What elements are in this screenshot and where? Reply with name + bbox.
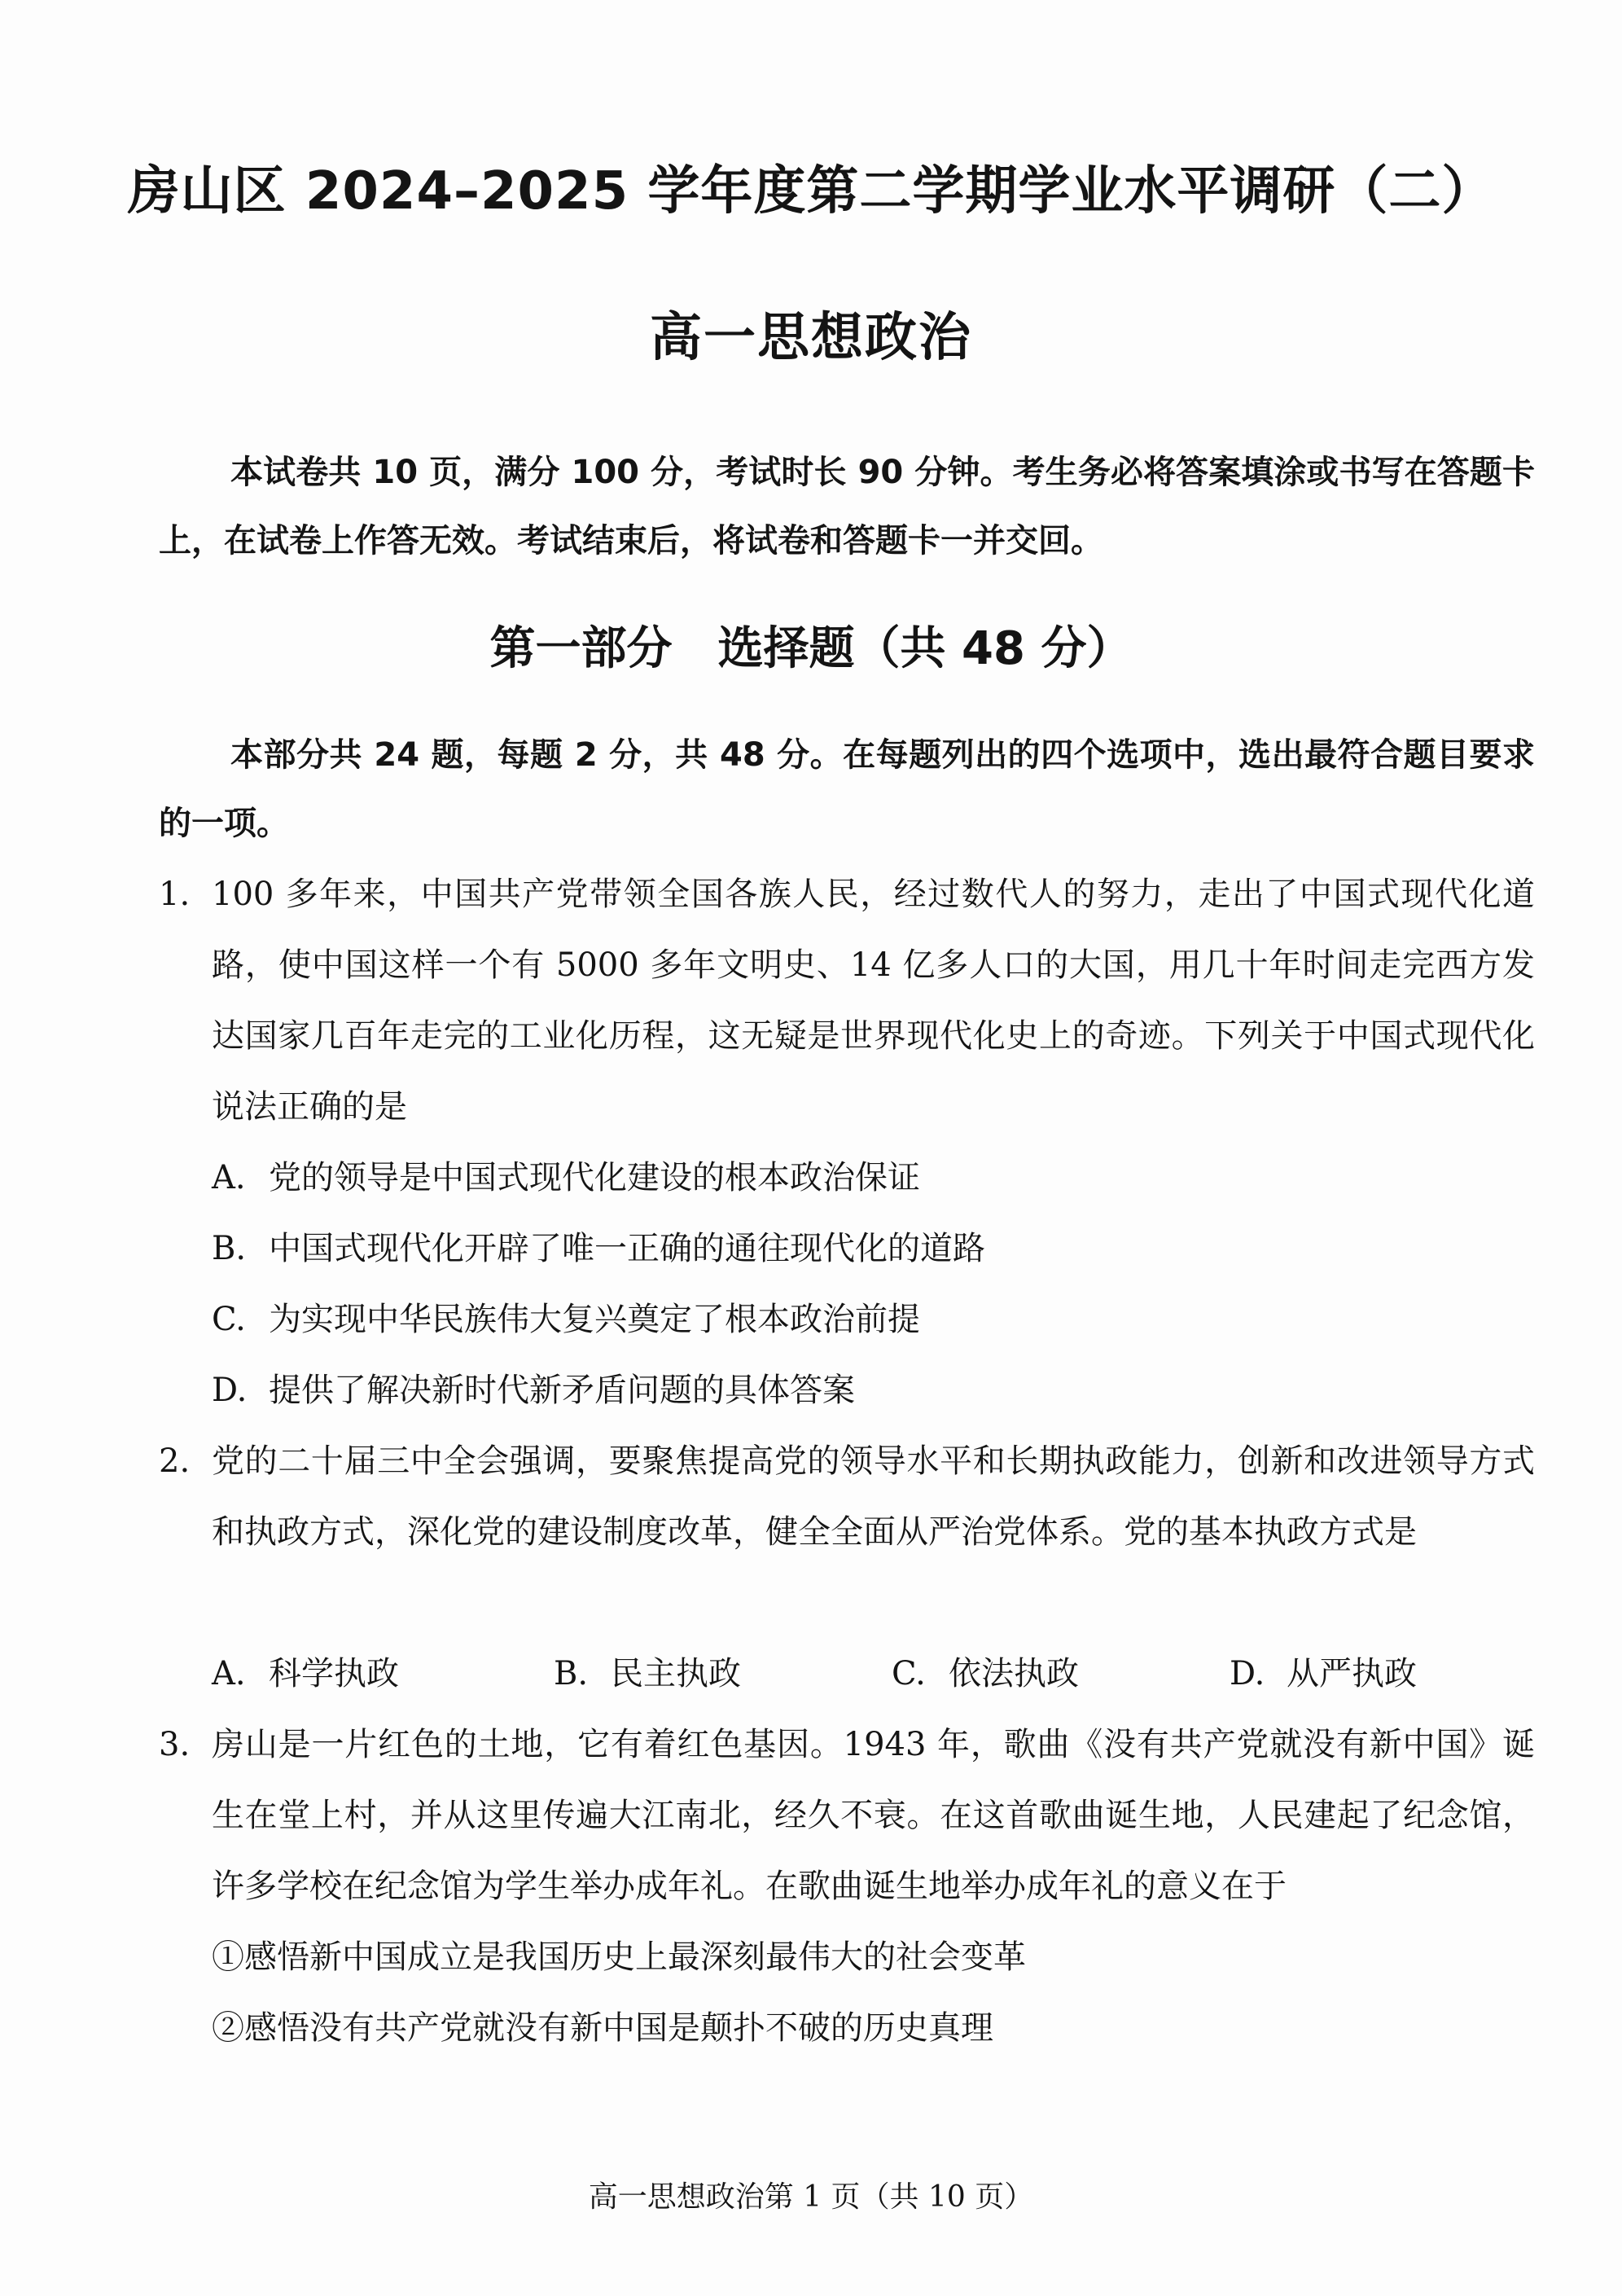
option-text: 从严执政 (1287, 1655, 1417, 1692)
option-text: 民主执政 (611, 1655, 741, 1692)
option-letter: B. (212, 1230, 247, 1267)
question-3 (159, 1710, 1535, 1922)
question-stem: 100 多年来，中国共产党带领全国各族人民，经过数代人的努力，走出了中国式现代化道路，使中国这样一个有 5000 多年文明史、14 亿多人口的大国，用几十年时间走完西方发达国家几百年走完的工业化历程，这无疑是世界现代化史上的奇迹。下列关于中国式现代化说法正确的是 (212, 876, 1535, 1126)
option-text: 科学执政 (269, 1655, 399, 1692)
subject-title: 高一思想政治 (650, 308, 972, 368)
option-c (212, 1284, 920, 1355)
option-text: 党的领导是中国式现代化建设的根本政治保证 (269, 1159, 920, 1196)
option-letter: C. (892, 1655, 926, 1692)
option-a (212, 1143, 920, 1214)
question-stem: 房山是一片红色的土地，它有着红色基因。1943 年，歌曲《没有共产党就没有新中国》诞生在堂上村，并从这里传遍大江南北，经久不衰。在这首歌曲诞生地，人民建起了纪念馆，许多学校在纪念馆为学生举办成年礼。在歌曲诞生地举办成年礼的意义在于 (212, 1726, 1535, 1905)
option-text: 为实现中华民族伟大复兴奠定了根本政治前提 (269, 1301, 920, 1338)
option-d (212, 1355, 855, 1426)
question-2 (159, 1426, 1535, 1568)
option-b (212, 1214, 985, 1284)
option-text: 依法执政 (949, 1655, 1079, 1692)
option-letter: C. (212, 1301, 246, 1338)
page-footer: 高一思想政治第 1 页（共 10 页） (588, 2180, 1034, 2214)
part1-description: 本部分共 24 题，每题 2 分，共 48 分。在每题列出的四个选项中，选出最符合题目要求的一项。 (159, 736, 1535, 842)
option-letter: A. (212, 1655, 246, 1692)
option-text: 提供了解决新时代新矛盾问题的具体答案 (269, 1372, 855, 1409)
option-letter: B. (554, 1655, 589, 1692)
option-text: 中国式现代化开辟了唯一正确的通往现代化的道路 (269, 1230, 985, 1267)
option-letter: D. (1230, 1655, 1265, 1692)
option-letter: A. (212, 1159, 246, 1196)
statement-2: ②感悟没有共产党就没有新中国是颠扑不破的历史真理 (212, 2009, 993, 2047)
option-letter: D. (212, 1372, 248, 1409)
statement-1: ①感悟新中国成立是我国历史上最深刻最伟大的社会变革 (212, 1938, 1026, 1976)
part1-title: 第一部分 选择题（共 48 分） (489, 622, 1133, 675)
option-d (1230, 1639, 1417, 1710)
question-number: 2. (159, 1442, 191, 1480)
option-a (212, 1639, 399, 1710)
option-c (892, 1639, 1079, 1710)
exam-title: 房山区 2024–2025 学年度第二学期学业水平调研（二） (127, 161, 1495, 222)
question-stem: 党的二十届三中全会强调，要聚焦提高党的领导水平和长期执政能力，创新和改进领导方式和执政方式，深化党的建设制度改革，健全全面从严治党体系。党的基本执政方式是 (212, 1442, 1535, 1551)
question-number: 1. (159, 876, 191, 913)
question-1 (159, 859, 1535, 1143)
option-b (554, 1639, 741, 1710)
exam-instructions: 本试卷共 10 页，满分 100 分，考试时长 90 分钟。考生务必将答案填涂或书写在答题卡上，在试卷上作答无效。考试结束后，将试卷和答题卡一并交回。 (159, 454, 1535, 560)
question-number: 3. (159, 1726, 191, 1763)
